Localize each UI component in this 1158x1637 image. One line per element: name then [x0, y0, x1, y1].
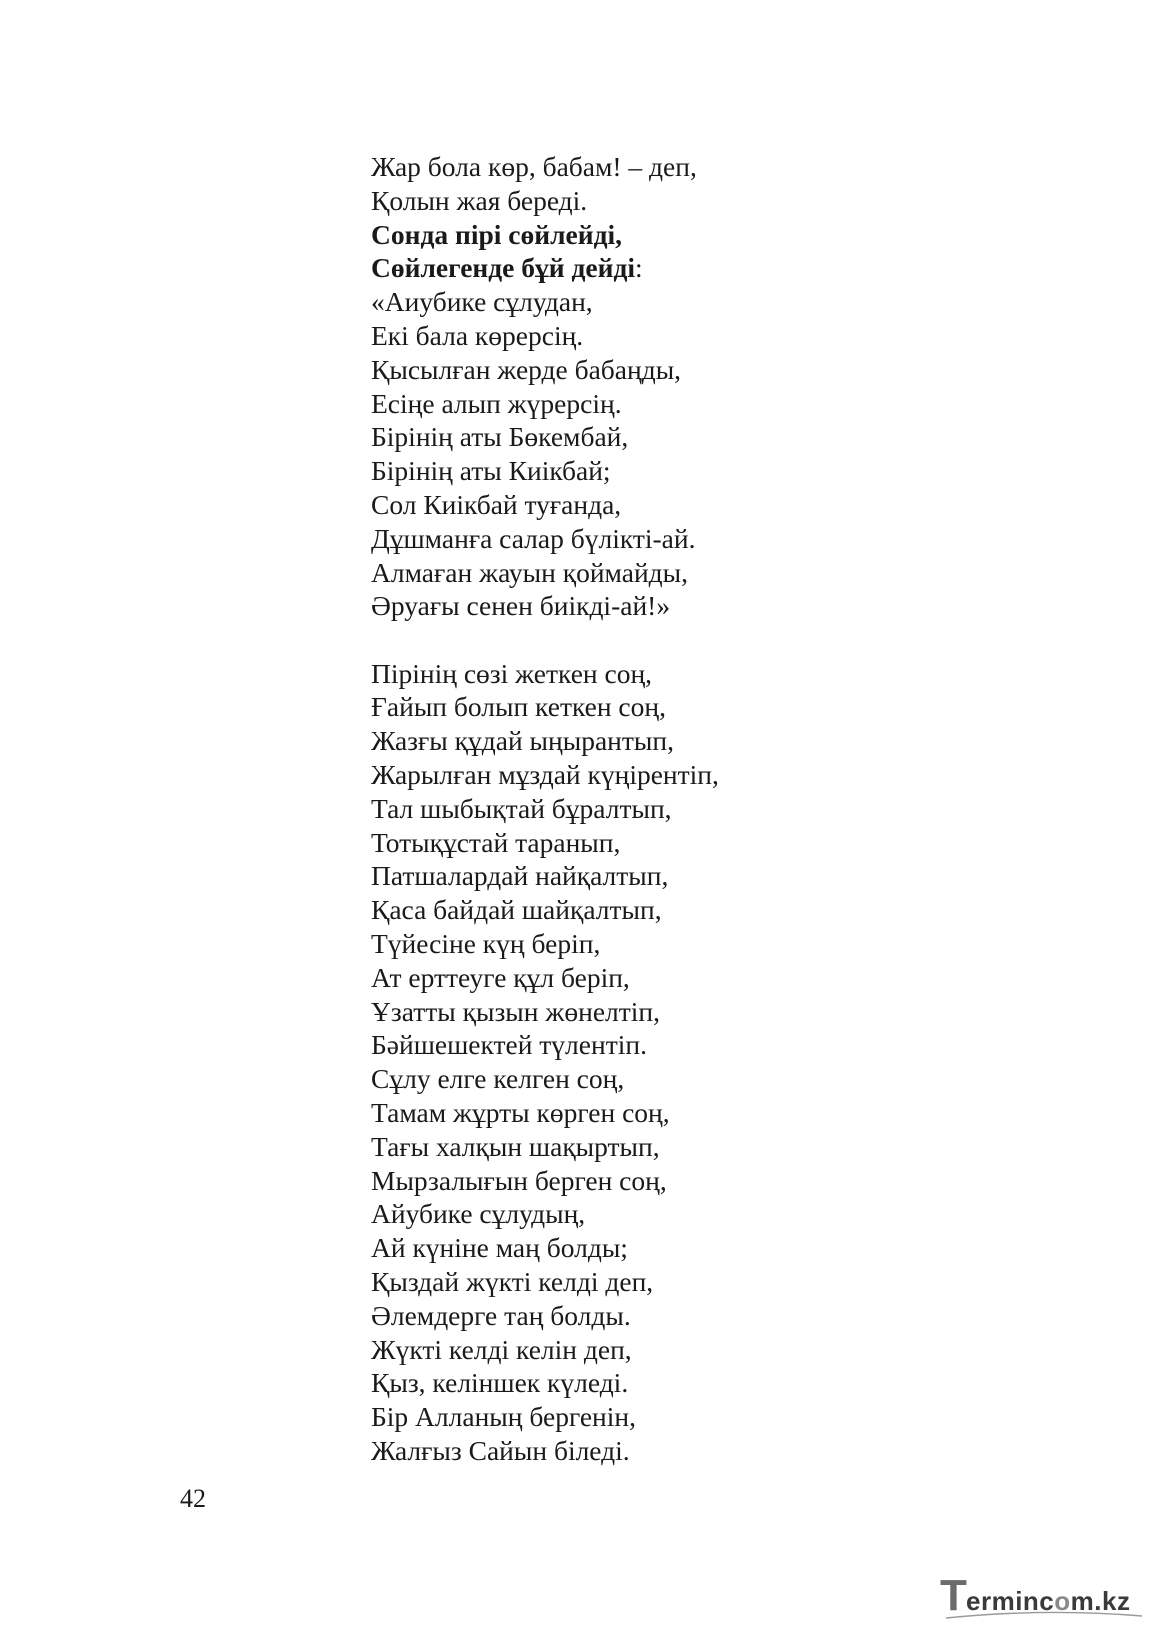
line-text: Тағы халқын шақыртып,	[371, 1130, 660, 1162]
line-text: Бірінің аты Бөкембай,	[371, 421, 629, 453]
poem-line	[371, 556, 931, 590]
poem-line	[371, 1333, 931, 1367]
bold-text: Сөйлегенде бұй дейді	[371, 252, 635, 284]
line-text: Жазғы құдай ыңырантып,	[371, 725, 674, 757]
poem-line	[371, 150, 931, 184]
line-text: Әлемдерге таң болды.	[371, 1299, 631, 1331]
line-text: Бірінің аты Киікбай;	[371, 455, 611, 487]
line-text: Тотықұстай таранып,	[371, 826, 621, 858]
line-text: Сол Киікбай туғанда,	[371, 488, 622, 520]
poem-line	[371, 927, 931, 961]
line-text: Түйесіне күң беріп,	[371, 928, 601, 960]
poem	[371, 150, 931, 1468]
magnifier-o-icon: o	[1054, 1586, 1071, 1616]
watermark-logo	[940, 1571, 1150, 1624]
poem-line	[371, 1197, 931, 1231]
line-text: Бәйшешектей түлентіп.	[371, 1029, 647, 1061]
line-text: Қолын жая береді.	[371, 184, 588, 216]
poem-line	[371, 522, 931, 556]
poem-line	[371, 1062, 931, 1096]
page-number: 42	[180, 1484, 206, 1513]
poem-line	[371, 961, 931, 995]
poem-line	[371, 251, 931, 285]
stanza	[371, 150, 931, 623]
poem-line	[371, 724, 931, 758]
poem-line	[371, 285, 931, 319]
poem-line	[371, 792, 931, 826]
poem-line	[371, 690, 931, 724]
line-text: Ай күніне маң болды;	[371, 1232, 628, 1264]
bold-text: Сонда пірі сөйлейді,	[371, 218, 622, 250]
poem-line	[371, 1096, 931, 1130]
line-text: Есіңе алып жүрерсің.	[371, 387, 622, 419]
poem-line	[371, 657, 931, 691]
poem-line	[371, 218, 931, 252]
poem-line	[371, 420, 931, 454]
line-text: Әруағы сенен биікді-ай!»	[371, 590, 671, 622]
poem-line	[371, 1400, 931, 1434]
poem-line	[371, 353, 931, 387]
line-text: Жар бола көр, бабам! – деп,	[371, 151, 697, 182]
line-text: Мырзалығын берген соң,	[371, 1164, 667, 1196]
poem-line	[371, 1366, 931, 1400]
line-text: Алмаған жауын қоймайды,	[371, 556, 689, 588]
poem-line	[371, 319, 931, 353]
watermark-swoosh-icon	[944, 1604, 1144, 1622]
line-text: Екі бала көрерсің.	[371, 319, 584, 351]
line-text: Қыз, келіншек күледі.	[371, 1367, 629, 1399]
line-text: Қысылған жерде бабаңды,	[371, 353, 682, 385]
watermark-text: ermincom.kz	[966, 1586, 1131, 1616]
line-text: Дұшманға салар бүлікті-ай.	[371, 522, 696, 554]
line-text: Бір Алланың бергенін,	[371, 1401, 637, 1433]
line-text: Ұзатты қызын жөнелтіп,	[371, 995, 661, 1027]
line-text: :	[635, 252, 643, 284]
poem-line	[371, 1130, 931, 1164]
line-text: Айубике сұлудың,	[371, 1198, 586, 1230]
poem-line	[371, 387, 931, 421]
poem-line	[371, 1299, 931, 1333]
poem-line	[371, 488, 931, 522]
poem-line	[371, 454, 931, 488]
line-text: Ғайып болып кеткен соң,	[371, 691, 666, 723]
poem-line	[371, 995, 931, 1029]
line-text: Жалғыз Сайын біледі.	[371, 1434, 630, 1466]
line-text: Тал шыбықтай бұралтып,	[371, 792, 672, 824]
line-text: Жарылған мұздай күңірентіп,	[371, 759, 719, 791]
line-text: «Аиубике сұлудан,	[371, 286, 593, 318]
line-text: Тамам жұрты көрген соң,	[371, 1097, 670, 1129]
poem-line	[371, 758, 931, 792]
line-text: Патшалардай найқалтып,	[371, 860, 669, 892]
line-text: Қаса байдай шайқалтып,	[371, 894, 662, 926]
line-text: Ат ерттеуге құл беріп,	[371, 961, 630, 993]
poem-line	[371, 1164, 931, 1198]
line-text: Пірінің сөзі жеткен соң,	[371, 657, 653, 689]
poem-line	[371, 1231, 931, 1265]
line-text: Қыздай жүкті келді деп,	[371, 1266, 654, 1297]
poem-line	[371, 1434, 931, 1468]
poem-line	[371, 859, 931, 893]
poem-line	[371, 893, 931, 927]
poem-line	[371, 1265, 931, 1299]
stanza	[371, 657, 931, 1468]
poem-line	[371, 184, 931, 218]
poem-line	[371, 1028, 931, 1062]
poem-line	[371, 589, 931, 623]
line-text: Жүкті келді келін деп,	[371, 1333, 632, 1365]
poem-line	[371, 826, 931, 860]
watermark-t-glyph: T	[940, 1571, 967, 1620]
line-text: Сұлу елге келген соң,	[371, 1063, 625, 1095]
